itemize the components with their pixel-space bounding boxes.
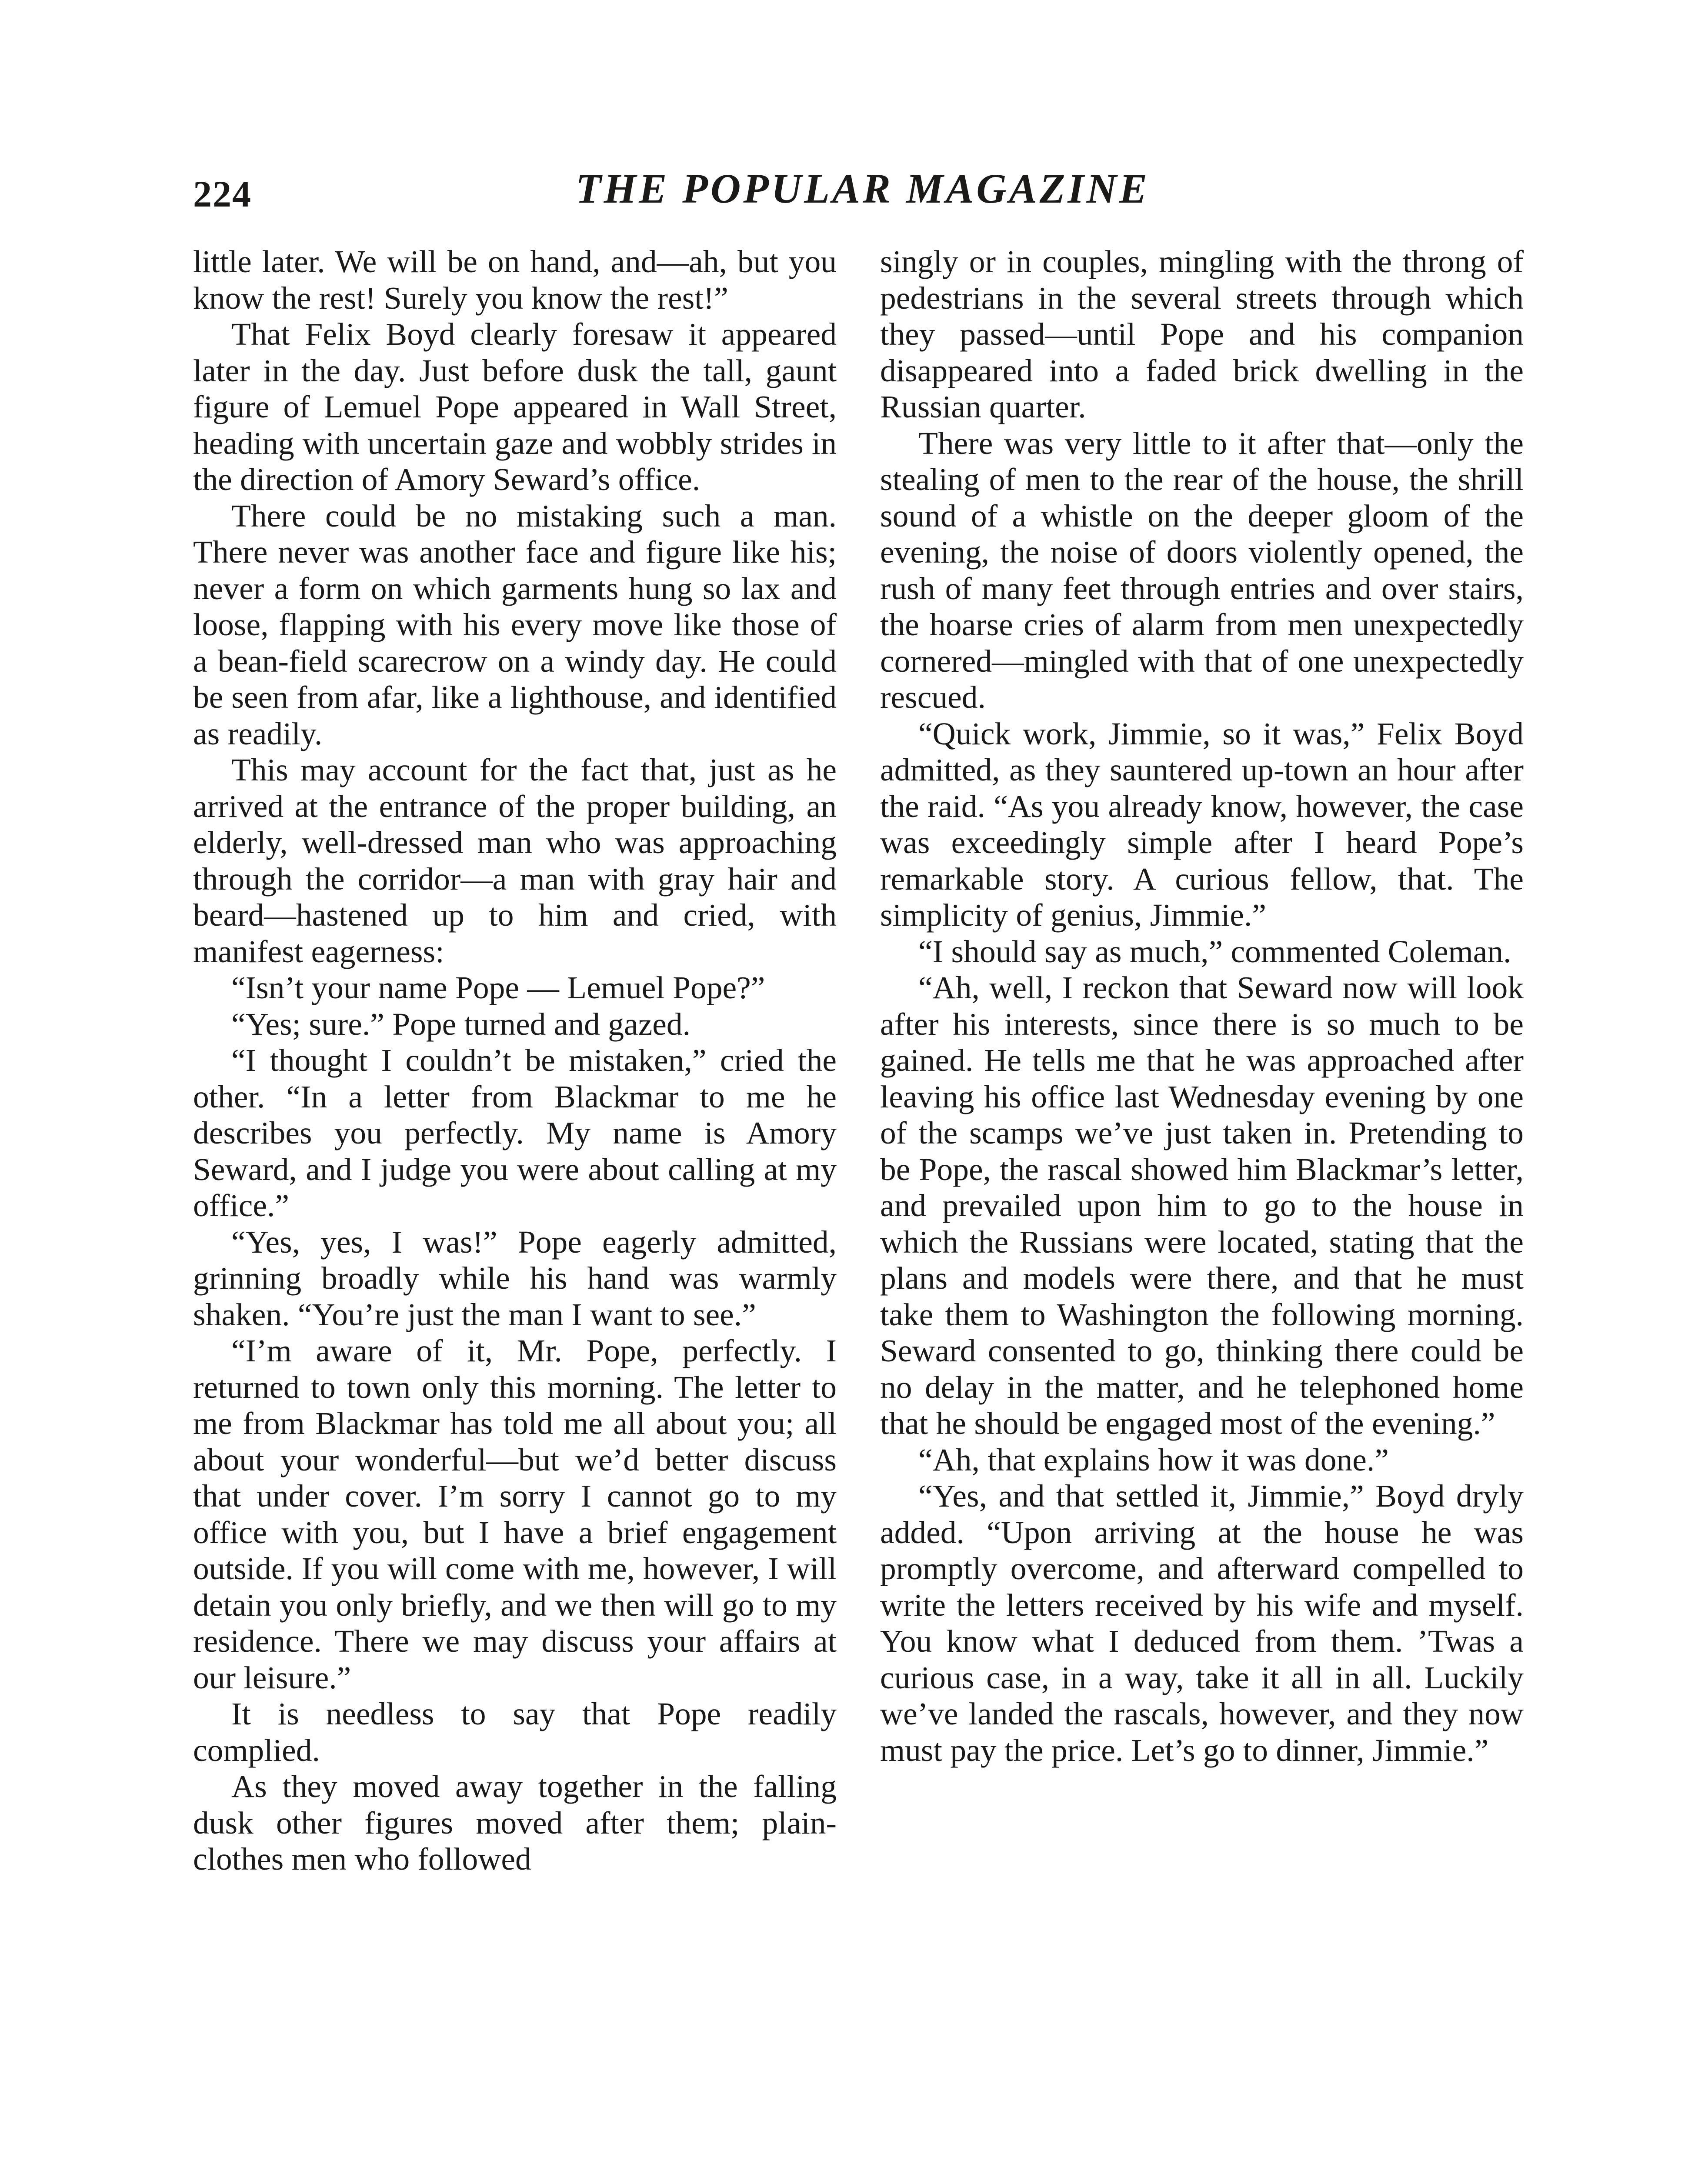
running-title: THE POPULAR MAGAZINE bbox=[575, 165, 1150, 212]
paragraph: “Ah, well, I reckon that Seward now will look after his interests, since there is so much to be gained. He tells me that he was approached after leaving his office last Wednesday evening by one of the scamps we’ve just taken in. Pretending to be Pope, the rascal showed him Blackmar’s letter, and prevailed upon him to go to the house in which the Russians were located, stating that the plans and models were there, and that he must take them to Washington the following morning. Seward consented to go, thinking there could be no delay in the matter, and he telephoned home that he should be engaged most of the evening.” bbox=[880, 970, 1524, 1441]
paragraph: It is needless to say that Pope readily complied. bbox=[193, 1696, 837, 1768]
paragraph: singly or in couples, mingling with the throng of pedestrians in the several streets through which they passed—until Pope and his companion disappeared into a faded brick dwelling in the Russian quarter. bbox=[880, 244, 1524, 424]
paragraph: This may account for the fact that, just as he arrived at the entrance of the proper building, an elderly, well-dressed man who was approaching through the corridor—a man with gray hair and beard—hastened up to him and cried, with manifest eagerness: bbox=[193, 752, 837, 969]
paragraph: “Yes, yes, I was!” Pope eagerly admitted, grinning broadly while his hand was warmly shaken. “You’re just the man I want to see.” bbox=[193, 1224, 837, 1332]
paragraph: “I’m aware of it, Mr. Pope, perfectly. I returned to town only this morning. The letter to me from Blackmar has told me all about you; all about your wonderful—but we’d better discuss that under cover. I’m sorry I cannot go to my office with you, but I have a brief engagement outside. If you will come with me, however, I will detain you only briefly, and we then will go to my residence. There we may discuss your affairs at our leisure.” bbox=[193, 1333, 837, 1695]
paragraph: “I thought I couldn’t be mistaken,” cried the other. “In a letter from Blackmar to me he describes you perfectly. My name is Amory Seward, and I judge you were about calling at my office.” bbox=[193, 1043, 837, 1223]
paragraph: “I should say as much,” commented Coleman. bbox=[918, 934, 1511, 969]
paragraph: “Ah, that explains how it was done.” bbox=[918, 1442, 1389, 1477]
paragraph: There could be no mistaking such a man. There never was another face and figure like his; never a form on which garments hung so lax and loose, flapping with his every move like those of a bean-field scarecrow on a windy day. He could be seen from afar, like a lighthouse, and identified as readily. bbox=[193, 498, 837, 751]
paragraph: There was very little to it after that—only the stealing of men to the rear of the house, the shrill sound of a whistle on the deeper gloom of the evening, the noise of doors violently opened, the rush of many feet through entries and over stairs, the hoarse cries of alarm from men unexpectedly cornered—mingled with that of one unexpectedly rescued. bbox=[880, 425, 1524, 715]
paragraph: “Yes; sure.” Pope turned and gazed. bbox=[231, 1006, 691, 1042]
paragraph: As they moved away together in the falling dusk other figures moved after them; plain-clothes men who followed bbox=[193, 1769, 837, 1877]
page-number: 224 bbox=[193, 173, 252, 215]
paragraph: “Quick work, Jimmie, so it was,” Felix Boyd admitted, as they sauntered up-town an hour after the raid. “As you already know, however, the case was exceedingly simple after I heard Pope’s remarkable story. A curious fellow, that. The simplicity of genius, Jimmie.” bbox=[880, 716, 1524, 933]
paragraph: little later. We will be on hand, and—ah, but you know the rest! Surely you know the rest!” bbox=[193, 244, 837, 316]
paragraph: That Felix Boyd clearly foresaw it appeared later in the day. Just before dusk the tall, gaunt figure of Lemuel Pope appeared in Wall Street, heading with uncertain gaze and wobbly strides in the direction of Amory Seward’s office. bbox=[193, 317, 837, 497]
left-column bbox=[193, 243, 837, 2174]
page-header bbox=[193, 164, 1532, 225]
paragraph: “Yes, and that settled it, Jimmie,” Boyd dryly added. “Upon arriving at the house he was promptly overcome, and afterward compelled to write the letters received by his wife and myself. You know what I deduced from them. ’Twas a curious case, in a way, take it all in all. Luckily we’ve landed the rascals, however, and they now must pay the price. Let’s go to dinner, Jimmie.” bbox=[880, 1478, 1524, 1768]
paragraph: “Isn’t your name Pope — Lemuel Pope?” bbox=[231, 970, 765, 1005]
right-column bbox=[880, 243, 1524, 2174]
